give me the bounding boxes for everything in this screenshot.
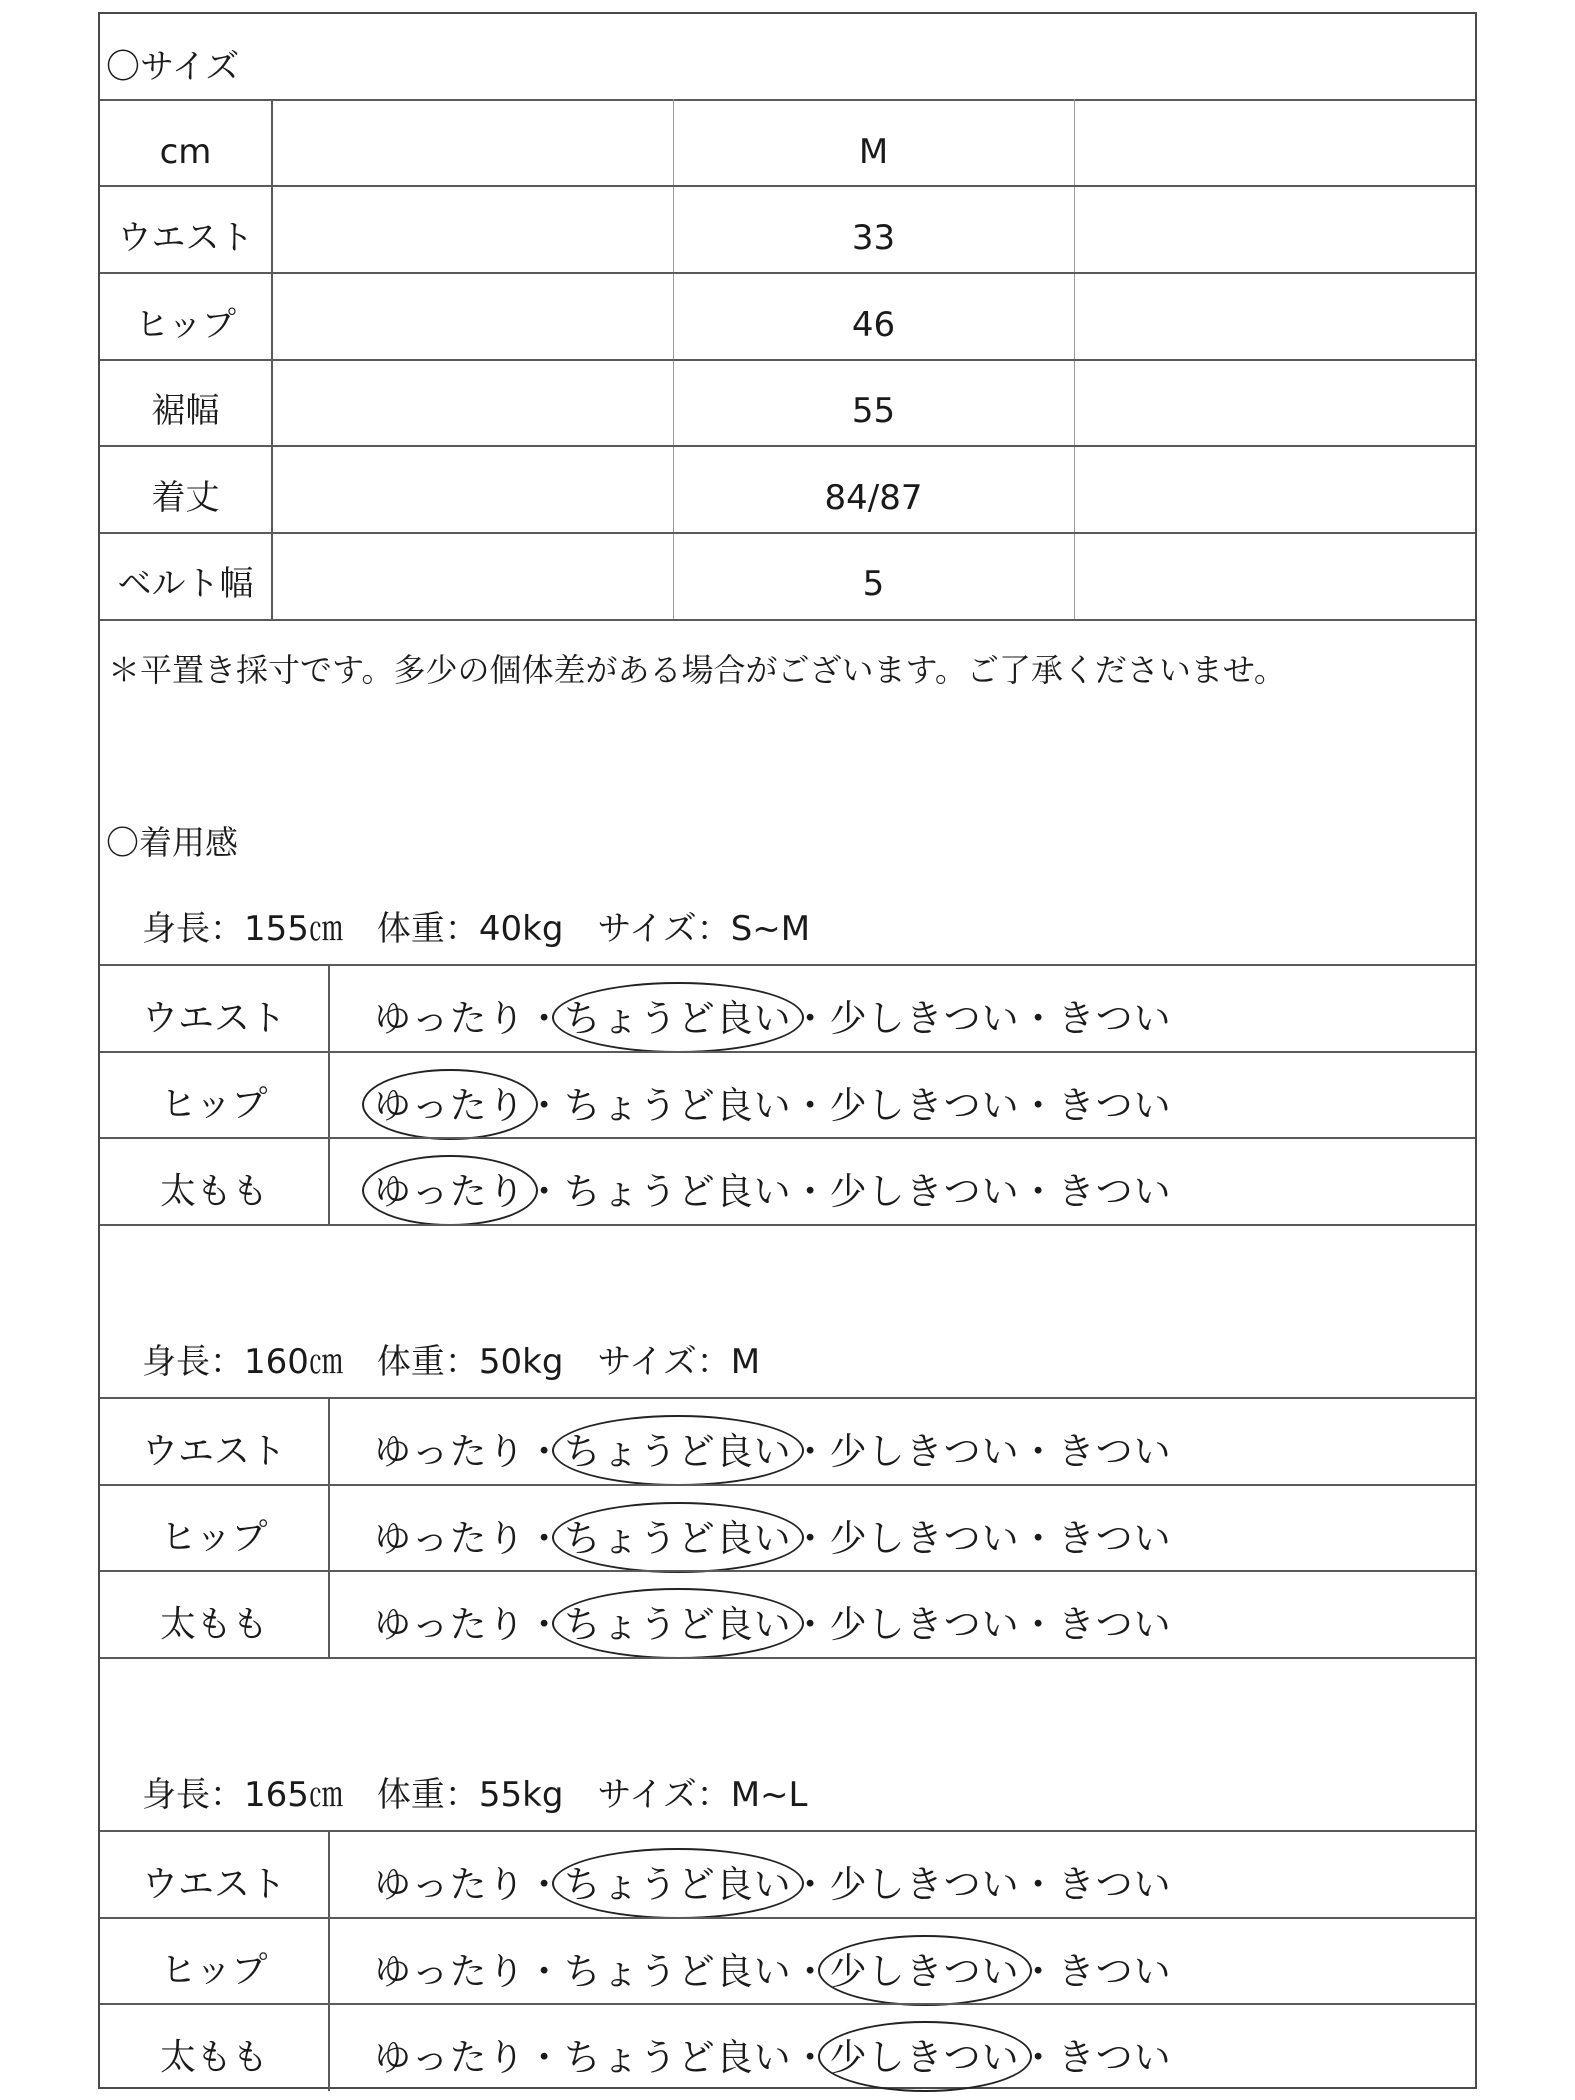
fit-option: きつい: [1057, 2036, 1172, 2079]
divider: [100, 619, 1475, 621]
fit-options: [374, 1603, 1172, 1646]
option-separator: ・: [525, 1430, 564, 1473]
fit-option-selected: ゆったり: [374, 1084, 526, 1127]
size-section-title: 〇サイズ: [106, 47, 240, 87]
fit-row-label: ヒップ: [160, 1950, 268, 1991]
fit-options: [374, 1084, 1172, 1127]
model-caption: 身長：165㎝ 体重：55kg サイズ：M~L: [142, 1775, 808, 1815]
fit-option: きつい: [1057, 1517, 1172, 1560]
size-table-size-header: M: [858, 132, 889, 172]
divider: [100, 532, 1475, 534]
size-row-label: 裾幅: [151, 391, 220, 431]
fit-row-label: ヒップ: [160, 1084, 268, 1125]
fit-option-selected: ちょうど良い: [563, 1430, 792, 1473]
fit-option: ゆったり: [374, 1950, 526, 1993]
option-separator: ・: [1019, 1517, 1058, 1560]
divider: [100, 2003, 1475, 2005]
fit-row-label: 太もも: [159, 1171, 268, 1212]
divider: [100, 272, 1475, 274]
fit-option: 少しきつい: [829, 1517, 1020, 1560]
fit-option: 少しきつい: [829, 1084, 1020, 1127]
divider: [100, 1137, 1475, 1139]
divider: [100, 1657, 1475, 1659]
option-separator: ・: [791, 1950, 830, 1993]
size-row-label: ウエスト: [117, 218, 254, 258]
fit-section-title: 〇着用感: [106, 823, 238, 862]
option-separator: ・: [1019, 2036, 1058, 2079]
fit-option-selected: ちょうど良い: [563, 1863, 792, 1906]
divider: [100, 185, 1475, 187]
fit-option: ゆったり: [374, 1517, 526, 1560]
fit-option: ゆったり: [374, 1863, 526, 1906]
option-separator: ・: [791, 1084, 830, 1127]
option-separator: ・: [525, 1517, 564, 1560]
fit-option: ちょうど良い: [563, 1950, 792, 1993]
size-row-value: 84/87: [824, 478, 923, 518]
option-separator: ・: [1019, 1950, 1058, 1993]
divider: [100, 1484, 1475, 1486]
fit-row-label: ウエスト: [141, 998, 286, 1039]
fit-row-label: 太もも: [159, 2037, 268, 2078]
option-separator: ・: [525, 1863, 564, 1906]
option-separator: ・: [791, 2036, 830, 2079]
divider: [100, 964, 1475, 966]
option-separator: ・: [525, 1603, 564, 1646]
model-caption: 身長：160㎝ 体重：50kg サイズ：M: [142, 1342, 761, 1382]
fit-option: 少しきつい: [829, 1603, 1020, 1646]
option-separator: ・: [525, 1170, 564, 1213]
option-separator: ・: [791, 1603, 830, 1646]
fit-option: 少しきつい: [829, 997, 1020, 1040]
fit-option: 少しきつい: [829, 1863, 1020, 1906]
fit-options: [374, 2036, 1172, 2079]
fit-option: 少しきつい: [829, 1430, 1020, 1473]
fit-option: 少しきつい: [829, 1170, 1020, 1213]
fit-options: [374, 1950, 1172, 1993]
option-separator: ・: [1019, 1430, 1058, 1473]
fit-option: きつい: [1057, 1863, 1172, 1906]
fit-options: [374, 1863, 1172, 1906]
fit-row-label: ヒップ: [160, 1517, 268, 1558]
fit-option: きつい: [1057, 1430, 1172, 1473]
size-row-label: ベルト幅: [117, 564, 254, 604]
size-row-value: 55: [851, 391, 896, 431]
divider: [100, 359, 1475, 361]
size-row-label: ヒップ: [135, 305, 236, 345]
fit-option: きつい: [1057, 997, 1172, 1040]
fit-option-selected: ちょうど良い: [563, 1517, 792, 1560]
divider: [100, 445, 1475, 447]
fit-row-label: ウエスト: [141, 1864, 286, 1905]
divider: [328, 964, 330, 1224]
divider: [100, 1917, 1475, 1919]
fit-row-label: ウエスト: [141, 1431, 286, 1472]
option-separator: ・: [791, 1863, 830, 1906]
fit-option: きつい: [1057, 1950, 1172, 1993]
fit-option: きつい: [1057, 1603, 1172, 1646]
fit-option-selected: 少しきつい: [829, 2036, 1020, 2079]
option-separator: ・: [1019, 997, 1058, 1040]
divider: [100, 1570, 1475, 1572]
size-row-value: 5: [862, 564, 885, 604]
measurement-note: ＊平置き採寸です。多少の個体差がある場合がございます。ご了承くださいませ。: [108, 651, 1286, 689]
fit-option: ちょうど良い: [563, 1170, 792, 1213]
fit-option: ゆったり: [374, 2036, 526, 2079]
option-separator: ・: [525, 1084, 564, 1127]
fit-options: [374, 997, 1172, 1040]
fit-options: [374, 1170, 1172, 1213]
model-caption: 身長：155㎝ 体重：40kg サイズ：S~M: [142, 909, 811, 949]
option-separator: ・: [525, 1950, 564, 1993]
fit-option-selected: ちょうど良い: [563, 997, 792, 1040]
option-separator: ・: [791, 1517, 830, 1560]
fit-option: ちょうど良い: [563, 1084, 792, 1127]
fit-option: ゆったり: [374, 1430, 526, 1473]
divider: [100, 1397, 1475, 1399]
divider: [328, 1397, 330, 1657]
divider: [100, 1830, 1475, 1832]
option-separator: ・: [525, 997, 564, 1040]
fit-option: ちょうど良い: [563, 2036, 792, 2079]
fit-option: きつい: [1057, 1084, 1172, 1127]
option-separator: ・: [791, 1170, 830, 1213]
size-table-unit-header: cm: [159, 132, 212, 172]
size-row-value: 46: [851, 305, 896, 345]
option-separator: ・: [1019, 1603, 1058, 1646]
option-separator: ・: [1019, 1084, 1058, 1127]
option-separator: ・: [791, 997, 830, 1040]
option-separator: ・: [791, 1430, 830, 1473]
fit-option-selected: ちょうど良い: [563, 1603, 792, 1646]
divider: [100, 1224, 1475, 1226]
size-row-label: 着丈: [151, 478, 220, 518]
divider: [328, 1830, 330, 2091]
option-separator: ・: [1019, 1863, 1058, 1906]
fit-options: [374, 1517, 1172, 1560]
fit-options: [374, 1430, 1172, 1473]
divider: [100, 1051, 1475, 1053]
option-separator: ・: [525, 2036, 564, 2079]
fit-option: ゆったり: [374, 1603, 526, 1646]
size-row-value: 33: [851, 218, 896, 258]
fit-option-selected: ゆったり: [374, 1170, 526, 1213]
fit-option: きつい: [1057, 1170, 1172, 1213]
divider: [100, 99, 1475, 101]
size-fit-document: [98, 12, 1477, 2089]
fit-option: ゆったり: [374, 997, 526, 1040]
option-separator: ・: [1019, 1170, 1058, 1213]
fit-row-label: 太もも: [159, 1604, 268, 1645]
fit-option-selected: 少しきつい: [829, 1950, 1020, 1993]
